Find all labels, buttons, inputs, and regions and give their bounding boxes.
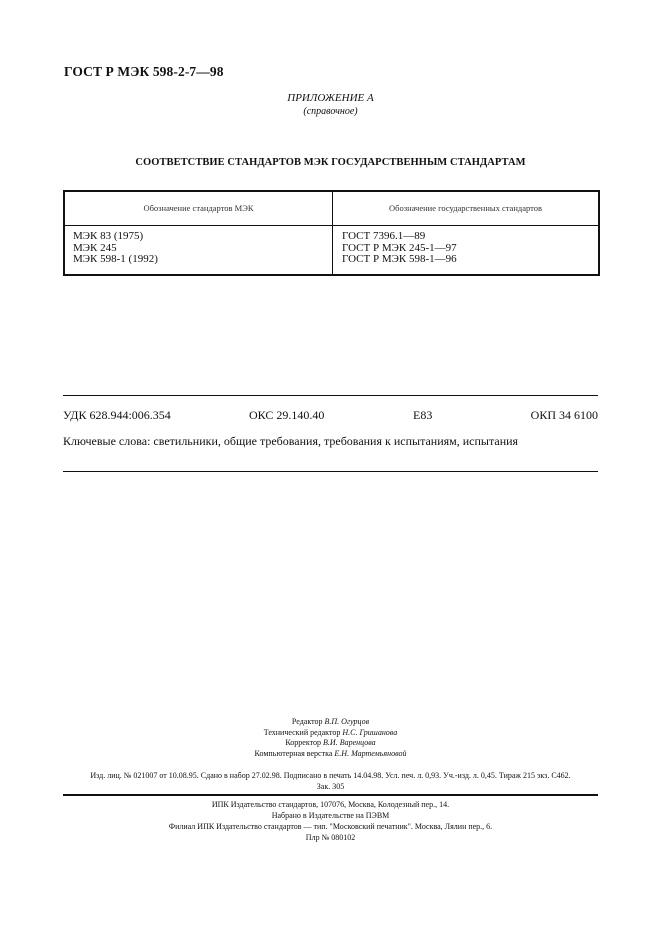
credit-line: Корректор В.И. Варенцова bbox=[285, 738, 376, 747]
divider-line bbox=[63, 471, 598, 472]
imprint-line-2: Зак. 305 bbox=[316, 782, 345, 791]
header-divider bbox=[65, 225, 598, 226]
appendix-subtitle: (справочное) bbox=[303, 106, 358, 117]
table-cell: МЭК 83 (1975) bbox=[73, 230, 144, 242]
keywords: Ключевые слова: светильники, общие требования, требования к испытаниям, испытания bbox=[63, 434, 519, 448]
standards-correspondence-table bbox=[63, 190, 600, 276]
appendix-heading bbox=[0, 92, 661, 118]
table-cell: ГОСТ Р МЭК 598-1—96 bbox=[342, 253, 457, 265]
document-code: ГОСТ Р МЭК 598-2-7—98 bbox=[64, 64, 224, 79]
divider-line bbox=[63, 794, 598, 796]
publisher-line: Набрано в Издательстве на ПЭВМ bbox=[271, 811, 390, 820]
okp-code: ОКП 34 6100 bbox=[530, 408, 598, 422]
table-cell: МЭК 245 bbox=[73, 241, 117, 254]
divider-line bbox=[63, 395, 598, 396]
credit-line: Компьютерная верстка Е.Н. Мартемьяновой bbox=[254, 748, 407, 758]
group-code: Е83 bbox=[413, 408, 433, 422]
imprint bbox=[63, 770, 598, 792]
table-cell: ГОСТ Р МЭК 245-1—97 bbox=[342, 241, 457, 254]
oks-code: ОКС 29.140.40 bbox=[249, 408, 325, 422]
section-title: СООТВЕТСТВИЕ СТАНДАРТОВ МЭК ГОСУДАРСТВЕННЫМ СТАНДАРТАМ bbox=[135, 157, 526, 168]
publisher-line: Филиал ИПК Издательство стандартов — тип. "Московский печатник". Москва, Лялин пер., 6. bbox=[168, 822, 493, 831]
table-cell: МЭК 598-1 (1992) bbox=[73, 253, 158, 265]
column-header-iec: Обозначение стандартов МЭК bbox=[143, 203, 254, 213]
column-header-gost: Обозначение государственных стандартов bbox=[389, 203, 542, 213]
credit-line: Редактор В.П. Огурцов bbox=[291, 717, 370, 726]
credit-line: Технический редактор Н.С. Гришанова bbox=[263, 727, 398, 737]
publisher-line: ИПК Издательство стандартов, 107076, Москва, Колодезный пер., 14. bbox=[211, 800, 450, 809]
credits bbox=[0, 717, 661, 759]
publisher-line: Плр № 080102 bbox=[305, 833, 356, 842]
table-cell: ГОСТ 7396.1—89 bbox=[342, 230, 426, 242]
imprint-line-1: Изд. лиц. № 021007 от 10.08.95. Сдано в набор 27.02.98. Подписано в печать 14.04.98. Усл. печ. л. 0,93. Уч.-изд. л. 0,45. Тираж 215 экз. С462. bbox=[90, 771, 571, 780]
gost-standards-cell bbox=[342, 231, 457, 266]
udk-code: УДК 628.944:006.354 bbox=[63, 408, 171, 422]
appendix-title: ПРИЛОЖЕНИЕ А bbox=[287, 92, 374, 104]
iec-standards-cell bbox=[73, 231, 158, 266]
publisher-info bbox=[0, 799, 661, 843]
